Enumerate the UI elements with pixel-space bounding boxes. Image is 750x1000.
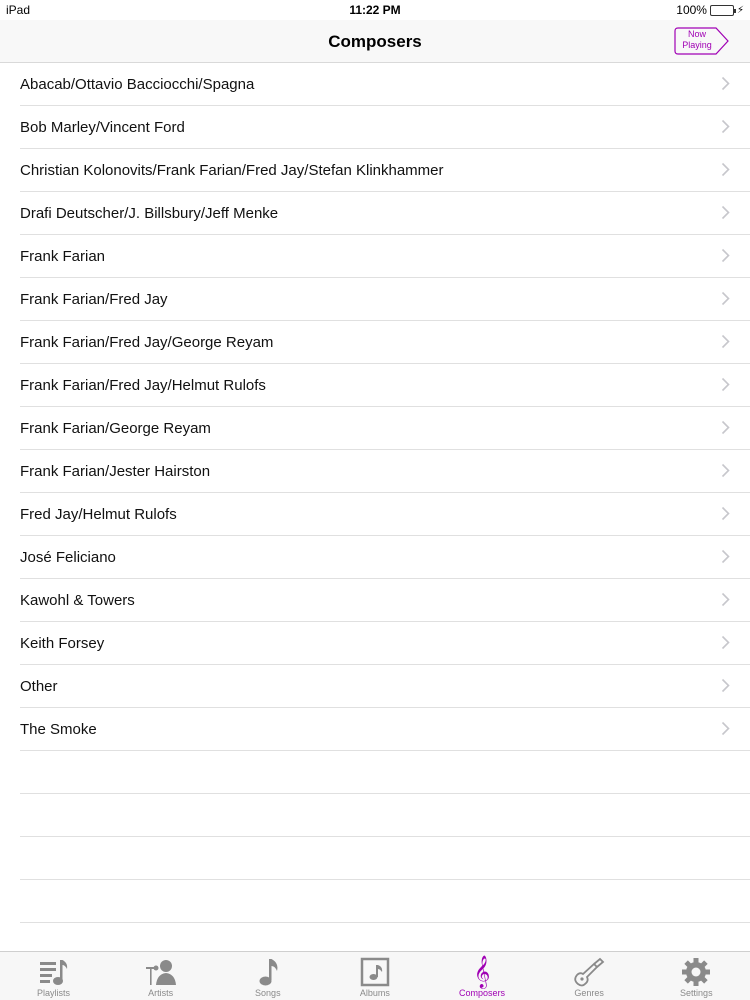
tab-genres[interactable]	[536, 952, 643, 1000]
composer-row[interactable]	[20, 364, 750, 407]
empty-row	[20, 794, 750, 837]
chevron-right-icon	[721, 420, 730, 435]
songs-icon	[254, 957, 282, 987]
composer-name: Keith Forsey	[20, 635, 105, 652]
tab-composers[interactable]	[429, 952, 536, 1000]
composer-row[interactable]	[20, 493, 750, 536]
composer-row[interactable]	[20, 579, 750, 622]
composer-name: Fred Jay/Helmut Rulofs	[20, 506, 177, 523]
battery-icon	[710, 5, 734, 16]
composer-name: Bob Marley/Vincent Ford	[20, 119, 185, 136]
device-name: iPad	[6, 3, 31, 17]
tab-settings[interactable]	[643, 952, 750, 1000]
artists-icon	[143, 957, 179, 987]
composer-row[interactable]	[20, 63, 750, 106]
composer-name: Frank Farian/Fred Jay	[20, 291, 168, 308]
tab-label: Songs	[255, 988, 281, 998]
tab-label: Genres	[574, 988, 604, 998]
tab-artists[interactable]	[107, 952, 214, 1000]
tab-bar	[0, 951, 750, 1000]
tab-label: Albums	[359, 988, 390, 998]
composer-name: Other	[20, 678, 58, 695]
chevron-right-icon	[721, 205, 730, 220]
status-bar	[0, 0, 750, 20]
tab-label: Playlists	[37, 988, 71, 998]
composer-row[interactable]	[20, 235, 750, 278]
chevron-right-icon	[721, 162, 730, 177]
composer-name: Frank Farian/Fred Jay/George Reyam	[20, 334, 274, 351]
composer-name: Frank Farian/George Reyam	[20, 420, 211, 437]
composer-name: Abacab/Ottavio Bacciocchi/Spagna	[20, 76, 255, 93]
tab-label: Composers	[459, 988, 506, 998]
chevron-right-icon	[721, 76, 730, 91]
battery-percent: 100%	[676, 3, 707, 17]
now-playing-button[interactable]	[674, 27, 730, 55]
chevron-right-icon	[721, 463, 730, 478]
chevron-right-icon	[721, 549, 730, 564]
composer-row[interactable]	[20, 536, 750, 579]
composers-icon: 𝄞	[473, 955, 491, 988]
composer-row[interactable]	[20, 149, 750, 192]
chevron-right-icon	[721, 635, 730, 650]
page-title: Composers	[328, 32, 422, 51]
status-time: 11:22 PM	[349, 3, 401, 17]
tab-playlists[interactable]	[0, 952, 107, 1000]
composer-name: Frank Farian/Fred Jay/Helmut Rulofs	[20, 377, 266, 394]
empty-row	[20, 837, 750, 880]
composer-row[interactable]	[20, 192, 750, 235]
chevron-right-icon	[721, 721, 730, 736]
battery-status	[676, 3, 744, 17]
composer-name: Christian Kolonovits/Frank Farian/Fred Jay/Stefan Klinkhammer	[20, 162, 444, 179]
composer-name: Drafi Deutscher/J. Billsbury/Jeff Menke	[20, 205, 279, 222]
chevron-right-icon	[721, 248, 730, 263]
composer-row[interactable]	[20, 708, 750, 751]
genres-icon	[572, 957, 606, 987]
navigation-bar	[0, 20, 750, 63]
composer-row[interactable]	[20, 622, 750, 665]
empty-row	[20, 751, 750, 794]
composer-row[interactable]	[20, 278, 750, 321]
albums-icon	[359, 957, 391, 987]
charging-icon: ⚡	[736, 4, 744, 16]
composer-row[interactable]	[20, 321, 750, 364]
chevron-right-icon	[721, 377, 730, 392]
chevron-right-icon	[721, 678, 730, 693]
chevron-right-icon	[721, 291, 730, 306]
tab-albums[interactable]	[321, 952, 428, 1000]
now-playing-label-line1: Now	[687, 29, 706, 39]
tab-label: Settings	[680, 988, 713, 998]
composer-name: Kawohl & Towers	[20, 592, 135, 609]
chevron-right-icon	[721, 334, 730, 349]
settings-icon	[680, 957, 712, 987]
composer-list	[0, 63, 750, 923]
composer-name: Frank Farian/Jester Hairston	[20, 463, 211, 480]
playlists-icon	[38, 957, 70, 987]
chevron-right-icon	[721, 592, 730, 607]
chevron-right-icon	[721, 119, 730, 134]
composer-row[interactable]	[20, 407, 750, 450]
composer-row[interactable]	[20, 665, 750, 708]
tab-label: Artists	[148, 988, 174, 998]
tab-songs[interactable]	[214, 952, 321, 1000]
chevron-right-icon	[721, 506, 730, 521]
now-playing-label-line2: Playing	[682, 40, 712, 50]
composer-name: José Feliciano	[20, 549, 116, 566]
composer-name: Frank Farian	[20, 248, 106, 265]
composer-row[interactable]	[20, 450, 750, 493]
composer-name: The Smoke	[20, 721, 97, 738]
empty-row	[20, 880, 750, 923]
composer-row[interactable]	[20, 106, 750, 149]
